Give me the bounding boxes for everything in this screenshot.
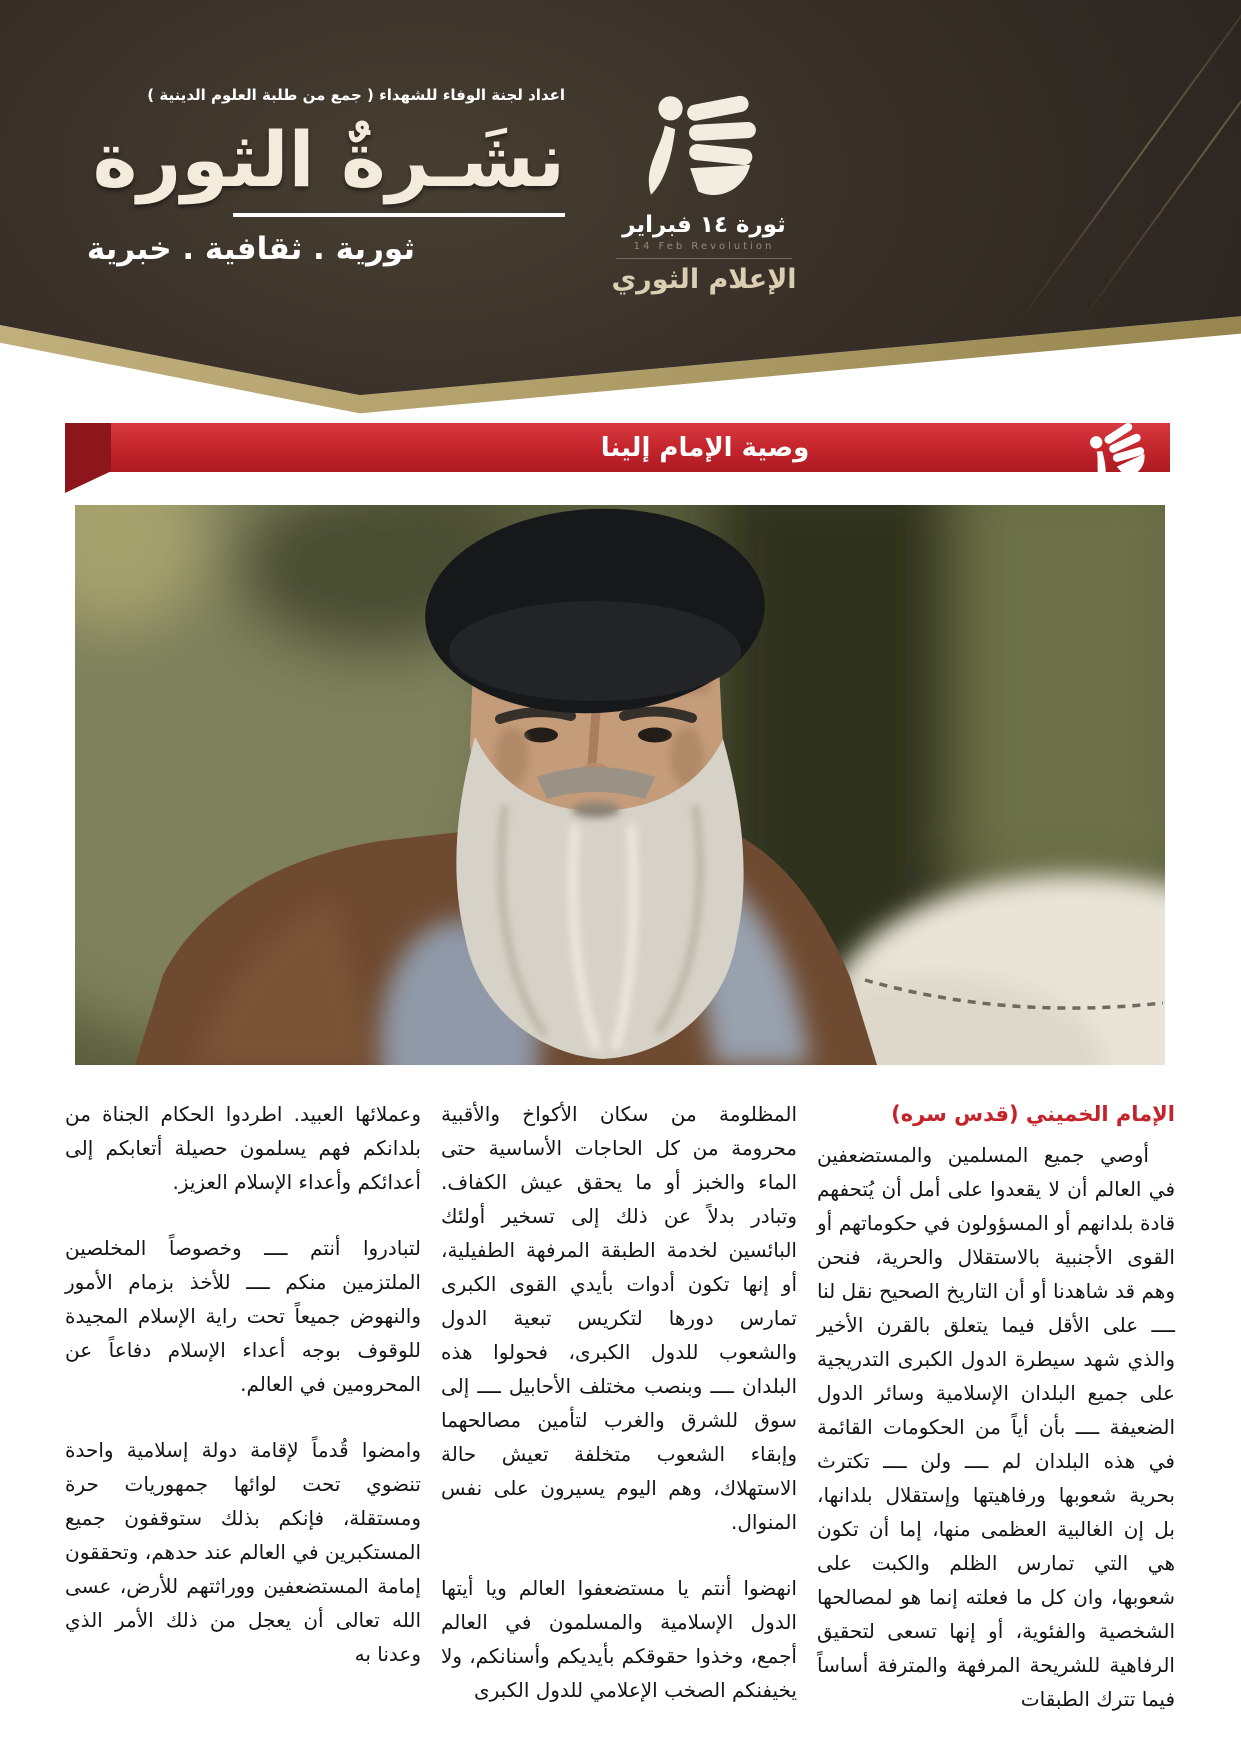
article-paragraph: أوصي جميع المسلمين والمستضعفين في العالم أن لا يقعدوا على أمل أن يُتحفهم قادة بلدانهم أو المسؤولون في حكوماتهم أو القوى الأجنبية بالاستقلال والحرية، فنحن وهم قد شاهدنا أو أن التاريخ الصحيح نقل لنا ــــ على الأقل فيما يتعلق بالقرن الأخير والذي شهد سيطرة الدول الكبرى التدريجية على جميع البلدان الإسلامية وسائر الدول الضعيفة ــــ بأن أياً من الحكومات القائمة في هذه البلدان لم ــــ ولن ــــ تكترث بحرية شعوبها ورفاهيتها وإستقلال بلدانها، بل إن الغالبية العظمى منها، إما أن تكون هي التي تمارس الظلم والكبت على شعوبها، وان كل ما فعلته إنما هو لمصالحها الشخصية والفئوية، أو إنها تسعى لتحقيق الرفاهية للشريحة المرفهة والمترفة أساساً فيما تترك الطبقات [817,1143,1175,1711]
prepared-by-line: اعداد لجنة الوفاء للشهداء ( جمع من طلبة العلوم الدينية ) [147,86,565,104]
article-paragraph: وامضوا قُدماً لإقامة دولة إسلامية واحدة تنضوي تحت لوائها جمهوريات حرة ومستقلة، فإنكم بذلك ستوقفون جميع المستكبرين في العالم عند حدهم، وتحققون إمامة المستضعفين ووراثتهم للأرض، عسى الله تعالى أن يعجل من ذلك الأمر الذي وعدنا به [65,1438,421,1666]
section-title: وصية الإمام إلينا [600,432,810,463]
newsletter-subtitle: ثورية . ثقافية . خبرية [86,231,415,268]
logo-title-arabic: ثورة ١٤ فبراير [622,212,786,238]
decorative-line [1015,0,1241,327]
fist-icon [629,92,779,210]
article-column-2 [441,1097,797,1739]
banner-ribbon-fold [65,423,111,493]
title-underline [233,213,565,217]
article-paragraph: لتبادروا أنتم ــــ وخصوصاً المخلصين الملتزمين منكم ــــ للأخذ بزمام الأمور والنهوض جميعاً تحت راية الإسلام المجيدة للوقوف بوجه أعداء الإسلام دفاعاً عن المحرومين في العالم. [65,1236,421,1396]
khomeini-photo [75,505,1165,1065]
newsletter-title: نشَـرةٌ الثورة [92,115,565,204]
logo-title-english: 14 Feb Revolution [633,241,775,252]
masthead-header [0,0,1241,415]
article-paragraph: وعملائها العبيد. اطردوا الحكام الجناة من بلدانكم فهم يسلمون حصيلة أتعابكم إلى أعدائكم وأعداء الإسلام العزيز. [65,1102,421,1194]
article-heading: الإمام الخميني (قدس سره) [891,1102,1175,1126]
section-banner [65,423,1170,472]
article-paragraph: المظلومة من سكان الأكواخ والأقبية محرومة من كل الحاجات الأساسية حتى الماء والخبز أو ما يحقق عيش الكفاف. وتبادر بدلاً عن ذلك إلى تسخير أولئك البائسين لخدمة الطبقة المرفهة الطفيلية، أو إنها تكون أدوات بأيدي القوى الكبرى تمارس دورها لتكريس تبعية الدول والشعوب للدول الكبرى، فحولوا هذه البلدان ــــ وبنصب مختلف الأحابيل ــــ إلى سوق للشرق والغرب لتأمين مصالحهما وإبقاء الشعوب متخلفة تعيش حالة الاستهلاك، وهم اليوم يسيرون على نفس المنوال. [441,1102,797,1534]
logo-department: الإعلام الثوري [611,264,797,295]
article-paragraph: انهضوا أنتم يا مستضعفوا العالم ويا أيتها الدول الإسلامية والمسلمون في العالم أجمع، وخذوا حقوقكم بأيديكم وأسنانكم، ولا يخيفنكم الصخب الإعلامي للدول الكبرى [441,1576,797,1702]
revolution-logo [606,92,802,295]
article-column-3 [65,1097,421,1703]
masthead [87,86,565,267]
logo-divider [616,258,792,259]
article-column-1 [817,1097,1175,1748]
